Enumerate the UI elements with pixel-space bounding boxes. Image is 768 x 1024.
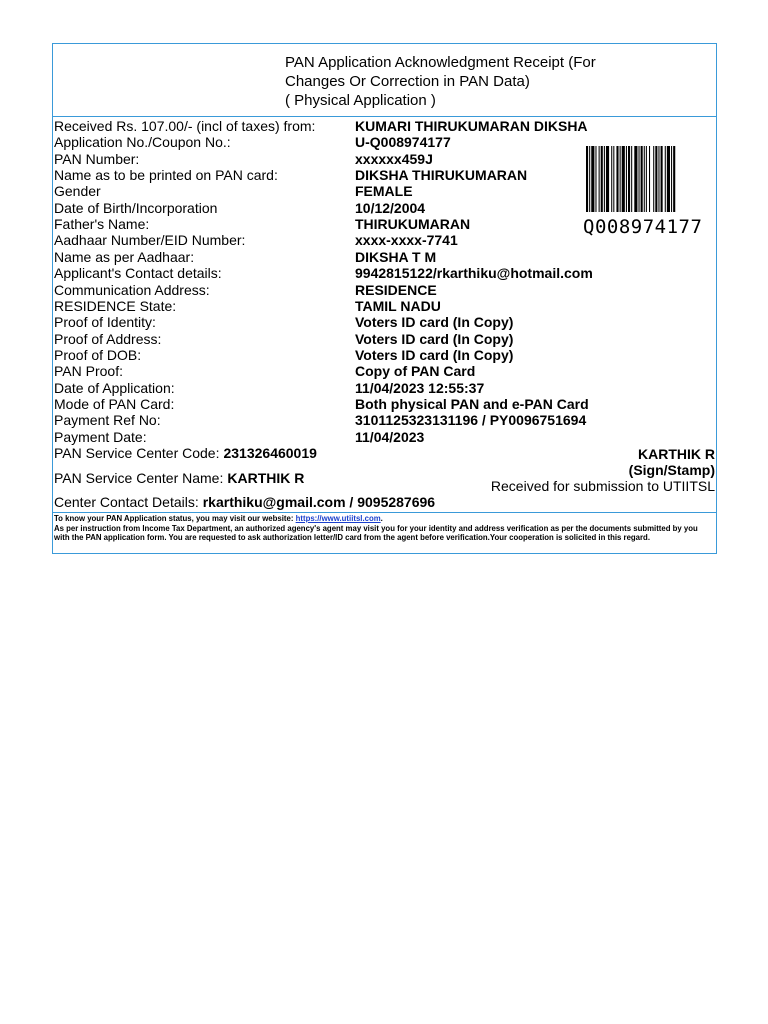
sign-stamp-label: (Sign/Stamp) [628, 462, 715, 478]
field-value: DIKSHA THIRUKUMARAN [355, 167, 528, 184]
barcode-bar [644, 146, 645, 212]
field-label: Gender [54, 183, 101, 200]
barcode-bar [606, 146, 609, 212]
service-center-code [54, 445, 317, 461]
field-label: Payment Date: [54, 428, 147, 445]
field-value: Both physical PAN and e-PAN Card [355, 395, 589, 412]
field-label: Applicant's Contact details: [54, 265, 222, 282]
field-label: Name as to be printed on PAN card: [54, 167, 278, 184]
barcode-bar [667, 146, 670, 212]
barcode-image [586, 146, 714, 212]
field-value: 10/12/2004 [355, 199, 426, 216]
service-center-code-value: 231326460019 [223, 445, 317, 461]
barcode-bar [639, 146, 640, 212]
barcode-bar [641, 146, 643, 212]
field-value: 9942815122/rkarthiku@hotmail.com [355, 265, 593, 282]
barcode-bar [658, 146, 659, 212]
field-label: Father's Name: [54, 216, 150, 233]
field-value: RESIDENCE [355, 281, 437, 298]
barcode-bar [653, 146, 654, 212]
receipt-title-line-2: Changes Or Correction in PAN Data) [285, 73, 530, 90]
barcode-bar [622, 146, 625, 212]
field-value: U-Q008974177 [355, 134, 451, 151]
barcode-bar [634, 146, 637, 212]
field-value: TAMIL NADU [355, 297, 441, 314]
field-value: DIKSHA T M [355, 248, 437, 265]
field-value: THIRUKUMARAN [355, 216, 471, 233]
footer-status-text: To know your PAN Application status, you may visit our website: [54, 514, 294, 523]
barcode-bar [628, 146, 630, 212]
barcode-number: Q008974177 [583, 216, 703, 238]
field-label: Aadhaar Number/EID Number: [54, 232, 246, 249]
field-value: 11/04/2023 12:55:37 [355, 379, 485, 396]
field-label: RESIDENCE State: [54, 297, 177, 314]
field-value: Voters ID card (In Copy) [355, 314, 514, 331]
barcode-bar [673, 146, 675, 212]
service-center-code-label: PAN Service Center Code: [54, 445, 220, 461]
field-value: Voters ID card (In Copy) [355, 346, 514, 363]
acknowledgment-receipt [52, 43, 717, 554]
barcode-bar [595, 146, 596, 212]
barcode-bar [589, 146, 590, 212]
barcode-bar [620, 146, 621, 212]
receipt-title-line-1: PAN Application Acknowledgment Receipt (For [285, 54, 596, 71]
service-center-name-value: KARTHIK R [227, 470, 305, 486]
field-label: PAN Proof: [54, 363, 123, 380]
field-label: Communication Address: [54, 281, 210, 298]
footer-status-line [54, 514, 715, 524]
field-value: xxxx-xxxx-7741 [355, 232, 458, 249]
barcode-bar [631, 146, 632, 212]
barcode-bar [646, 146, 647, 212]
barcode-bar [591, 146, 594, 212]
field-label: Proof of Address: [54, 330, 162, 347]
field-label: Received Rs. 107.00/- (incl of taxes) from: [54, 118, 316, 134]
barcode-bar [661, 146, 663, 212]
field-label: PAN Number: [54, 150, 140, 167]
footer-notice [53, 512, 716, 555]
barcode-bar [586, 146, 588, 212]
signatory-name: KARTHIK R [638, 446, 715, 462]
field-value: Copy of PAN Card [355, 363, 476, 380]
center-contact-value: rkarthiku@gmail.com / 9095287696 [202, 494, 436, 510]
barcode-bar [599, 146, 600, 212]
center-contact-label: Center Contact Details: [54, 494, 199, 510]
barcode-bar [604, 146, 605, 212]
barcode-bar [649, 146, 650, 212]
barcode-bar [613, 146, 614, 212]
field-value: Voters ID card (In Copy) [355, 330, 514, 347]
field-label: Proof of DOB: [54, 346, 142, 363]
footer-instruction: As per instruction from Income Tax Department, an authorized agency's agent may visit you for your identity and address verification as per the documents submitted by you with the PAN application form. You are requested to ask authorization letter/ID card from the agent before verification.Your cooperation is solicited in this regard. [54, 523, 698, 543]
field-label: Date of Birth/Incorporation [54, 199, 218, 216]
receipt-title-line-3: ( Physical Application ) [285, 92, 436, 109]
field-label: Date of Application: [54, 379, 175, 396]
barcode-bar [626, 146, 627, 212]
field-value: 3101125323131196 / PY0096751694 [355, 412, 587, 429]
barcode-bar [665, 146, 666, 212]
field-label: Payment Ref No: [54, 412, 161, 429]
field-value: xxxxxx459J [355, 150, 433, 167]
field-value: KUMARI THIRUKUMARAN DIKSHA [355, 118, 588, 134]
footer-link-suffix: . [380, 514, 383, 523]
utiitsl-website-link[interactable]: https://www.utiitsl.com [295, 514, 381, 523]
barcode-bar [601, 146, 603, 212]
field-label: Mode of PAN Card: [54, 395, 175, 412]
field-label: Application No./Coupon No.: [54, 134, 231, 151]
barcode-bar [671, 146, 672, 212]
barcode-bar [616, 146, 618, 212]
service-center-name [54, 470, 304, 486]
received-for-submission: Received for submission to UTIITSL [490, 478, 715, 494]
field-label: Name as per Aadhaar: [54, 248, 195, 265]
center-contact-details [54, 494, 435, 510]
barcode-bar [611, 146, 612, 212]
field-value: 11/04/2023 [355, 428, 425, 445]
field-label: Proof of Identity: [54, 314, 156, 331]
barcode-bar [655, 146, 657, 212]
field-value: FEMALE [355, 183, 413, 200]
service-center-name-label: PAN Service Center Name: [54, 470, 224, 486]
receipt-title-block [53, 44, 716, 117]
